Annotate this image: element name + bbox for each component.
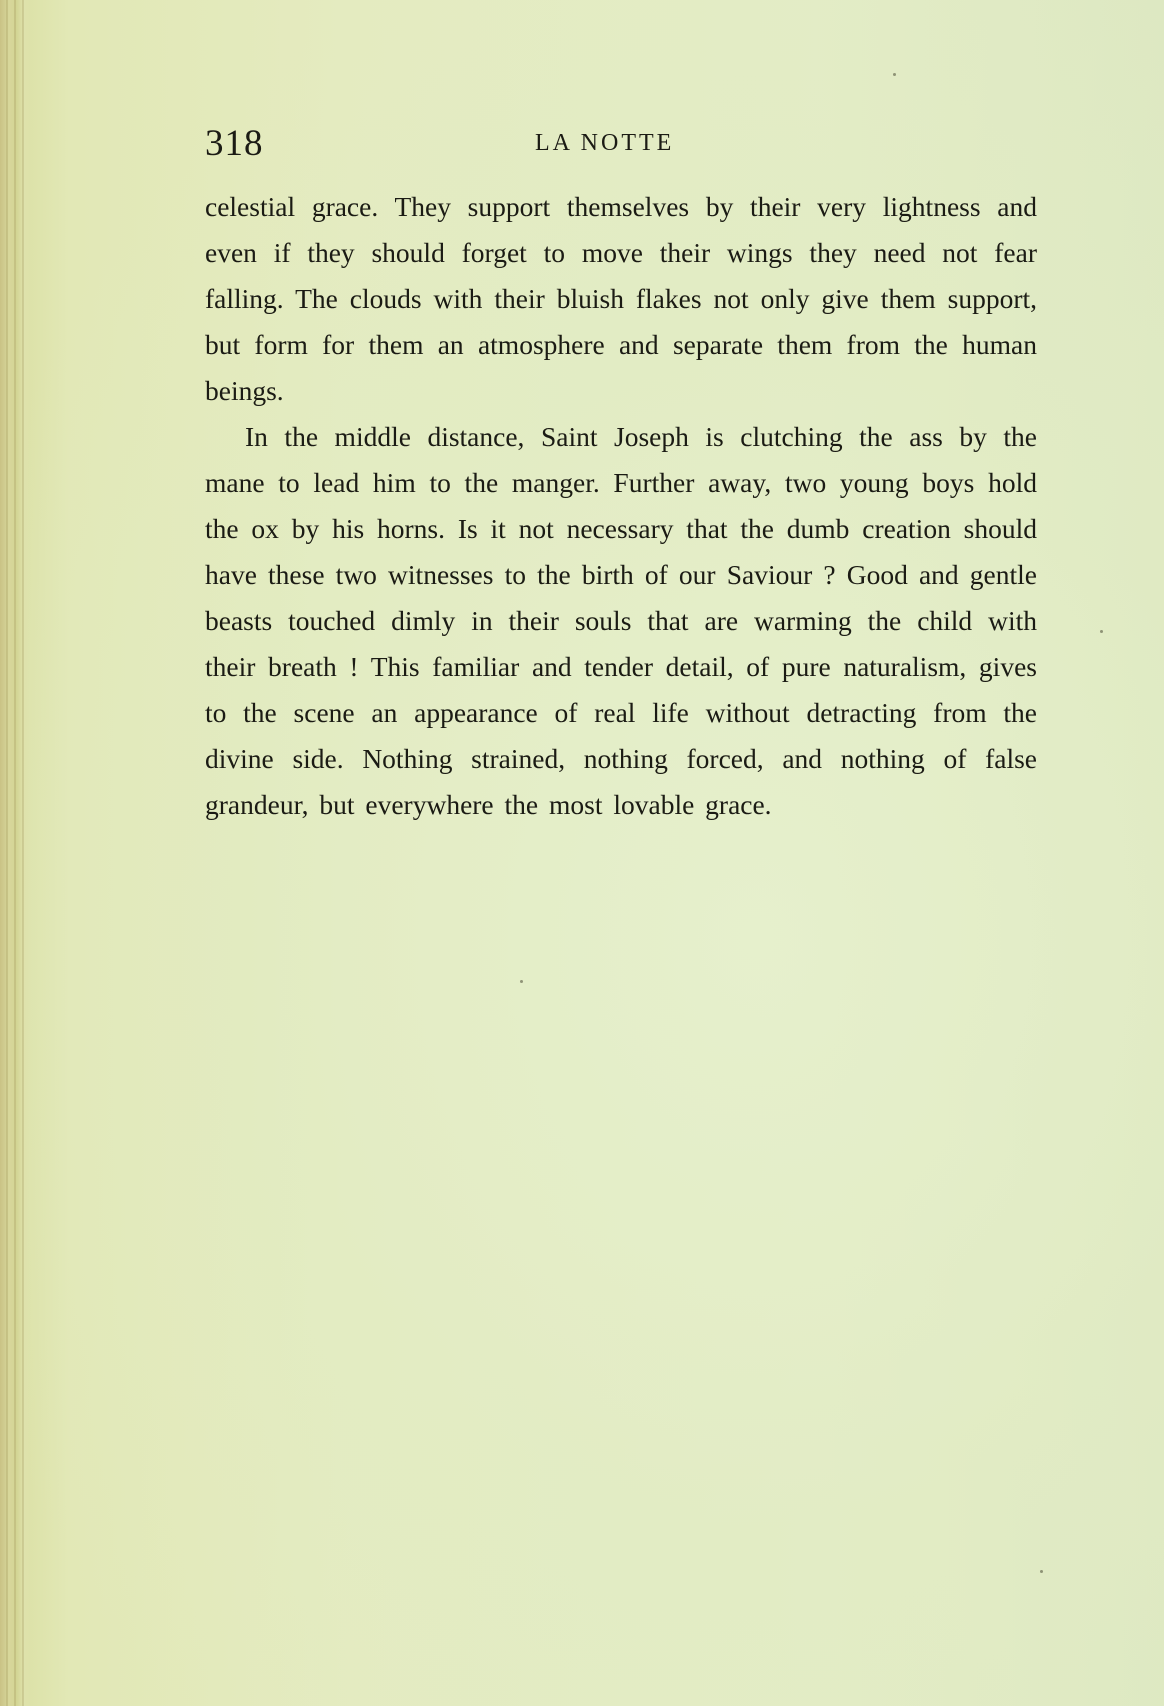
body-text [205,184,1037,828]
paragraph-middle-distance: In the middle distance, Saint Joseph is clutching the ass by the mane to lead him to the manger. Further away, two young boys hold the ox by his horns. Is it not necessary that the dumb creation should have these two witnesses to the birth of our Saviour ? Good and gentle beasts touched dimly in their souls that are warming the child with their breath ! This familiar and tender detail, of pure naturalism, gives to the scene an appearance of real life without detracting from the divine side. Nothing strained, nothing forced, and nothing of false grandeur, but everywhere the most lovable grace. [205,421,1037,820]
binding-line [14,0,16,1706]
binding-line [6,0,8,1706]
page-number: 318 [205,123,264,164]
paper-speck [1040,1570,1043,1573]
running-title: LA NOTTE [535,130,675,156]
paper-speck [893,73,896,76]
page-header [205,122,1037,162]
paper-speck [1100,630,1103,633]
paragraph-continuation: celestial grace. They support themselves by their very lightness and even if they should forget to move their wings they need not fear falling. The clouds with their bluish flakes not only give them support, but form for them an atmosphere and separate them from the human beings. [205,191,1037,406]
paper-speck [520,980,523,983]
binding-line [22,0,24,1706]
page-binding-edge [0,0,30,1706]
